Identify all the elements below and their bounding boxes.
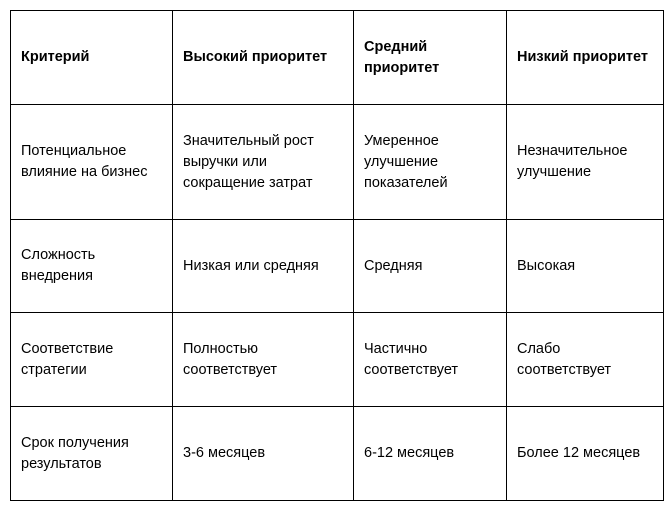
header-low-priority: Низкий приоритет [507,11,664,105]
table-header-row [11,11,664,105]
cell-criterion: Сложность внедрения [11,220,173,313]
cell-high: Полностью соответствует [173,313,354,407]
cell-low: Незначительное улучшение [507,105,664,220]
cell-high: Значительный рост выручки или сокращение затрат [173,105,354,220]
cell-low: Слабо соответствует [507,313,664,407]
table-row [11,105,664,220]
cell-low: Более 12 месяцев [507,407,664,501]
cell-medium: 6-12 месяцев [354,407,507,501]
priority-criteria-table [10,10,664,501]
cell-criterion: Соответствие стратегии [11,313,173,407]
cell-medium: Средняя [354,220,507,313]
table-row [11,407,664,501]
cell-criterion: Срок получения результатов [11,407,173,501]
cell-high: 3-6 месяцев [173,407,354,501]
cell-high: Низкая или средняя [173,220,354,313]
cell-medium: Частично соответствует [354,313,507,407]
table-row [11,220,664,313]
cell-medium: Умеренное улучшение показателей [354,105,507,220]
cell-low: Высокая [507,220,664,313]
header-medium-priority: Средний приоритет [354,11,507,105]
table-row [11,313,664,407]
cell-criterion: Потенциальное влияние на бизнес [11,105,173,220]
header-high-priority: Высокий приоритет [173,11,354,105]
header-criterion: Критерий [11,11,173,105]
